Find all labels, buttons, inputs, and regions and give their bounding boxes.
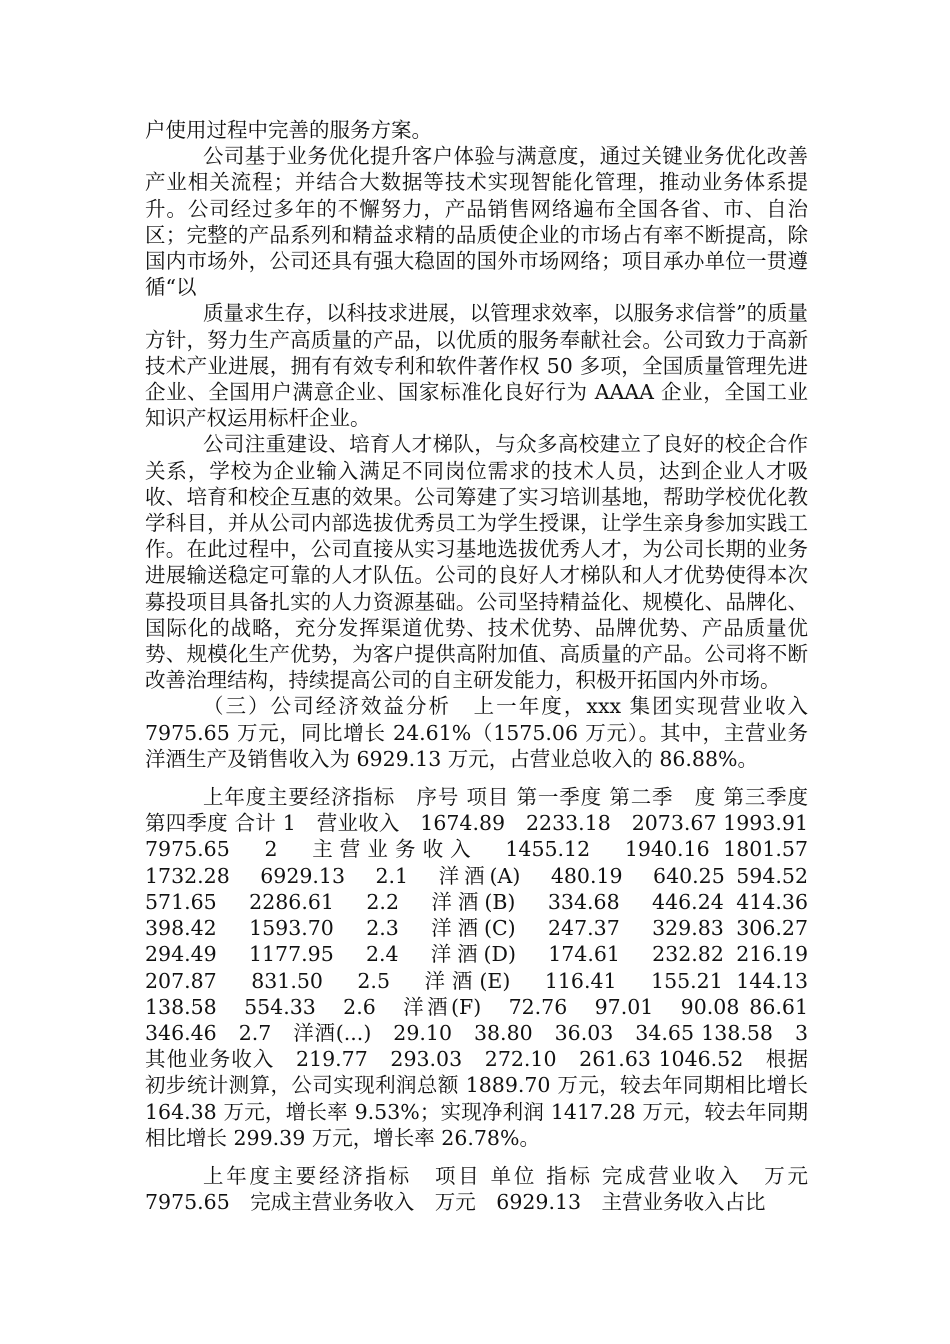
paragraph-4: 公司注重建设、培育人才梯队，与众多高校建立了良好的校企合作关系，学校为企业输入满足不同岗位需求的技术人员，达到企业人才吸收、培育和校企互惠的效果。公司筹建了实习培训基地，帮助学校优化教学科目，并从公司内部选拔优秀员工为学生授课，让学生亲身参加实践工作。在此过程中，公司直接从实习基地选拔优秀人才，为公司长期的业务进展输送稳定可靠的人才队伍。公司的良好人才梯队和人才优势使得本次募投项目具备扎实的人力资源基础。公司坚持精益化、规模化、品牌化、国际化的战略，充分发挥渠道优势、技术优势、品牌优势、产品质量优势、规模化生产优势，为客户提供高附加值、高质量的产品。公司将不断改善治理结构，持续提高公司的自主研发能力，积极开拓国内外市场。 [145,432,808,693]
paragraph-quarterly-indicators: 上年度主要经济指标 序号 项目 第一季度 第二季 度 第三季度 第四季度 合计 1 营业收入 1674.89 2233.18 2073.67 1993.91 7975.65 2 主营业务收入 1455.12 1940.16 1801.57 1732.28 6929.13 2.1 洋酒(A) 480.19 640.25 594.52 571.65 2286.61 2.2 洋酒(B) 334.68 446.24 414.36 398.42 1593.70 2.3 洋酒(C) 247.37 329.83 306.27 294.49 1177.95 2.4 洋酒(D) 174.61 232.82 216.19 207.87 831.50 2.5 洋酒(E) 116.41 155.21 144.13 138.58 554.33 2.6 洋酒(F) 72.76 97.01 90.08 86.61 346.46 2.7 洋酒(...) 29.10 38.80 36.03 34.65 138.58 3 其他业务收入 219.77 293.03 272.10 261.63 1046.52 根据初步统计测算，公司实现利润总额 1889.70 万元，较去年同期相比增长 164.38 万元，增长率 9.53%；实现净利润 1417.28 万元，较去年同期相比增长 299.39 万元，增长率 26.78%。 [145,785,829,1150]
document-page [145,117,829,1215]
paragraph-economic-analysis: （三）公司经济效益分析 上一年度，xxx 集团实现营业收入 7975.65 万元，同比增长 24.61%（1575.06 万元）。其中，主营业务洋酒生产及销售收入为 6929.13 万元，占营业总收入的 86.88%。 [145,694,808,771]
paragraph-1: 户使用过程中完善的服务方案。 [145,118,432,142]
paragraph-main-indicators: 上年度主要经济指标 项目 单位 指标 完成营业收入 万元 7975.65 完成主营业务收入 万元 6929.13 主营业务收入占比 [145,1163,808,1215]
paragraph-2: 公司基于业务优化提升客户体验与满意度，通过关键业务优化改善产业相关流程；并结合大数据等技术实现智能化管理，推动业务体系提升。公司经过多年的不懈努力，产品销售网络遍布全国各省、市、自治区；完整的产品系列和精益求精的品质使企业的市场占有率不断提高，除国内市场外，公司还具有强大稳固的国外市场网络；项目承办单位一贯遵循“以 [145,144,808,300]
paragraph-3: 质量求生存，以科技求进展，以管理求效率，以服务求信誉”的质量方针，努力生产高质量的产品，以优质的服务奉献社会。公司致力于高新技术产业进展，拥有有效专利和软件著作权 50 多项，全国质量管理先进企业、全国用户满意企业、国家标准化良好行为 AAAA 企业，全国工业知识产权运用标杆企业。 [145,301,808,431]
